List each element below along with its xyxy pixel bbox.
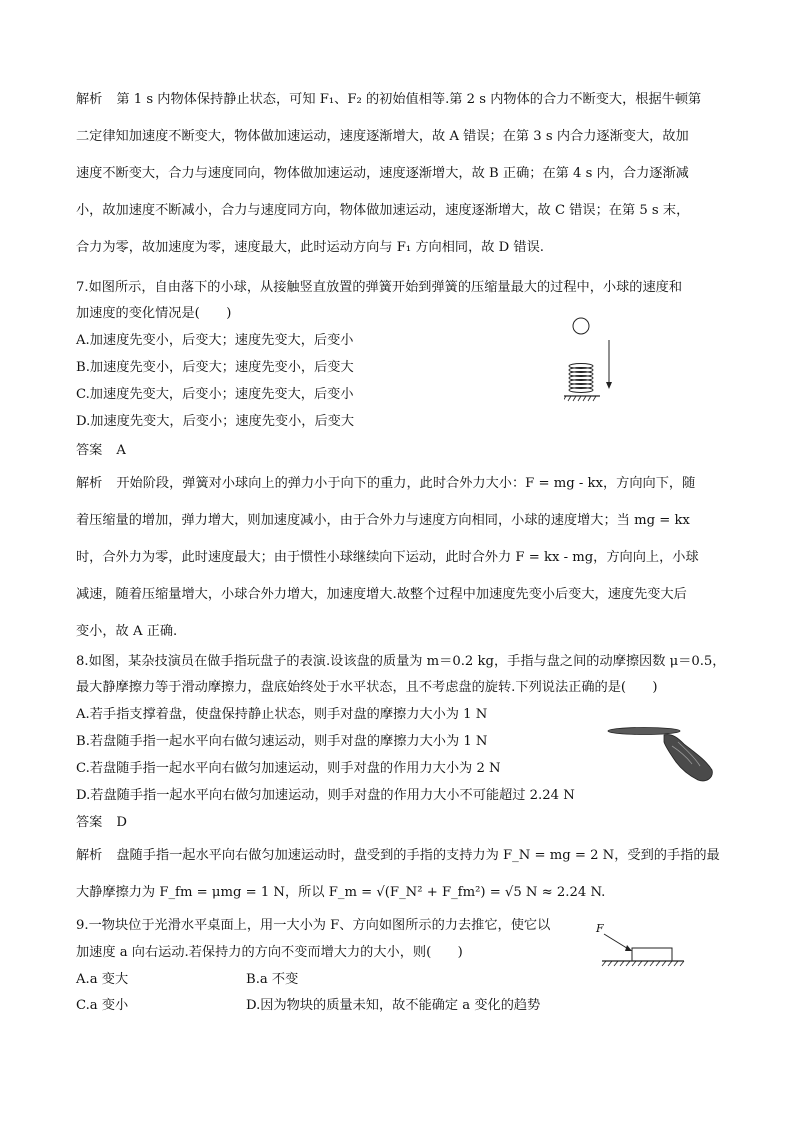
question-7-stem: 7.如图所示，自由落下的小球，从接触竖直放置的弹簧开始到弹簧的压缩量最大的过程中，小球的速度和 (76, 280, 683, 295)
spring-icon (569, 364, 593, 393)
analysis-8-line: 大静摩擦力为 F_fm = μmg = 1 N，所以 F_m = √(F_N² + F_fm²) = √5 N ≈ 2.24 N. (76, 885, 606, 900)
question-9-option-c: C.a 变小 (76, 998, 129, 1013)
analysis-8-line: 解析 盘随手指一起水平向右做匀加速运动时，盘受到的手指的支持力为 F_N = mg = 2 N，受到的手指的最 (76, 848, 720, 863)
finger-plate-figure (606, 726, 718, 784)
question-8-option-b: B.若盘随手指一起水平向右做匀速运动，则手对盘的摩擦力大小为 1 N (76, 734, 488, 749)
ground-hatch (564, 396, 596, 401)
question-9-option-b: B.a 不变 (246, 972, 299, 987)
ground-hatch (602, 961, 684, 966)
analysis-6-line: 解析 第 1 s 内物体保持静止状态，可知 F₁、F₂ 的初始值相等.第 2 s 内物体的合力不断变大，根据牛顿第 (76, 92, 702, 107)
force-label: F (596, 922, 604, 935)
analysis-7-line: 减速，随着压缩量增大，小球合外力增大，加速度增大.故整个过程中加速度先变小后变大，速度先变大后 (76, 587, 687, 602)
question-8-option-c: C.若盘随手指一起水平向右做匀加速运动，则手对盘的作用力大小为 2 N (76, 761, 501, 776)
question-7-stem: 加速度的变化情况是( ) (76, 306, 232, 321)
analysis-6-line: 小，故加速度不断减小，合力与速度同方向，物体做加速运动，速度逐渐增大，故 C 错误；在第 5 s 末， (76, 203, 690, 218)
question-7-option-d: D.加速度先变大，后变小；速度先变小，后变大 (76, 414, 355, 429)
question-8-stem: 8.如图，某杂技演员在做手指玩盘子的表演.设该盘的质量为 m＝0.2 kg，手指与盘之间的动摩擦因数 μ＝0.5， (76, 654, 726, 669)
analysis-6-line: 合力为零，故加速度为零，速度最大，此时运动方向与 F₁ 方向相同，故 D 错误. (76, 240, 544, 255)
analysis-7-line: 时，合外力为零，此时速度最大；由于惯性小球继续向下运动，此时合外力 F = kx - mg，方向向上，小球 (76, 550, 699, 565)
analysis-7-line: 变小，故 A 正确. (76, 624, 178, 639)
question-7-option-b: B.加速度先变小，后变大；速度先变小，后变大 (76, 360, 354, 375)
question-9-option-d: D.因为物块的质量未知，故不能确定 a 变化的趋势 (246, 998, 541, 1013)
question-7-option-a: A.加速度先变小，后变大；速度先变大，后变小 (76, 333, 354, 348)
analysis-6-line: 二定律知加速度不断变大，物体做加速运动，速度逐渐增大，故 A 错误；在第 3 s 内合力逐渐变大，故加 (76, 129, 689, 144)
plate-icon (608, 728, 680, 735)
question-7-answer: 答案 A (76, 443, 126, 458)
force-arrow-icon (604, 934, 630, 950)
question-8-option-a: A.若手指支撑着盘，使盘保持静止状态，则手对盘的摩擦力大小为 1 N (76, 707, 488, 722)
block-force-figure (594, 920, 690, 972)
spring-ball-figure (564, 316, 634, 411)
question-7-option-c: C.加速度先变大，后变小；速度先变大，后变小 (76, 387, 354, 402)
analysis-label: 解析 (76, 92, 103, 107)
analysis-6-line: 速度不断变大，合力与速度同向，物体做加速运动，速度逐渐增大，故 B 正确；在第 4 s 内，合力逐渐减 (76, 166, 689, 181)
analysis-7-line: 着压缩量的增加，弹力增大，则加速度减小，由于合外力与速度方向相同，小球的速度增大；当 mg = kx (76, 513, 690, 528)
question-8-stem: 最大静摩擦力等于滑动摩擦力，盘底始终处于水平状态，且不考虑盘的旋转.下列说法正确的是( ) (76, 680, 658, 695)
question-9-stem: 加速度 a 向右运动.若保持力的方向不变而增大力的大小，则( ) (76, 945, 463, 960)
question-9-option-a: A.a 变大 (76, 972, 129, 987)
question-8-answer: 答案 D (76, 815, 127, 830)
hand-icon (664, 735, 712, 781)
analysis-7-line: 解析 开始阶段，弹簧对小球向上的弹力小于向下的重力，此时合外力大小：F = mg - kx，方向向下，随 (76, 476, 696, 491)
question-8-option-d: D.若盘随手指一起水平向右做匀加速运动，则手对盘的作用力大小不可能超过 2.24 N (76, 788, 575, 803)
block-icon (632, 948, 672, 961)
question-9-stem: 9.一物块位于光滑水平桌面上，用一大小为 F、方向如图所示的力去推它，使它以 (76, 918, 551, 933)
ball-icon (573, 318, 589, 334)
